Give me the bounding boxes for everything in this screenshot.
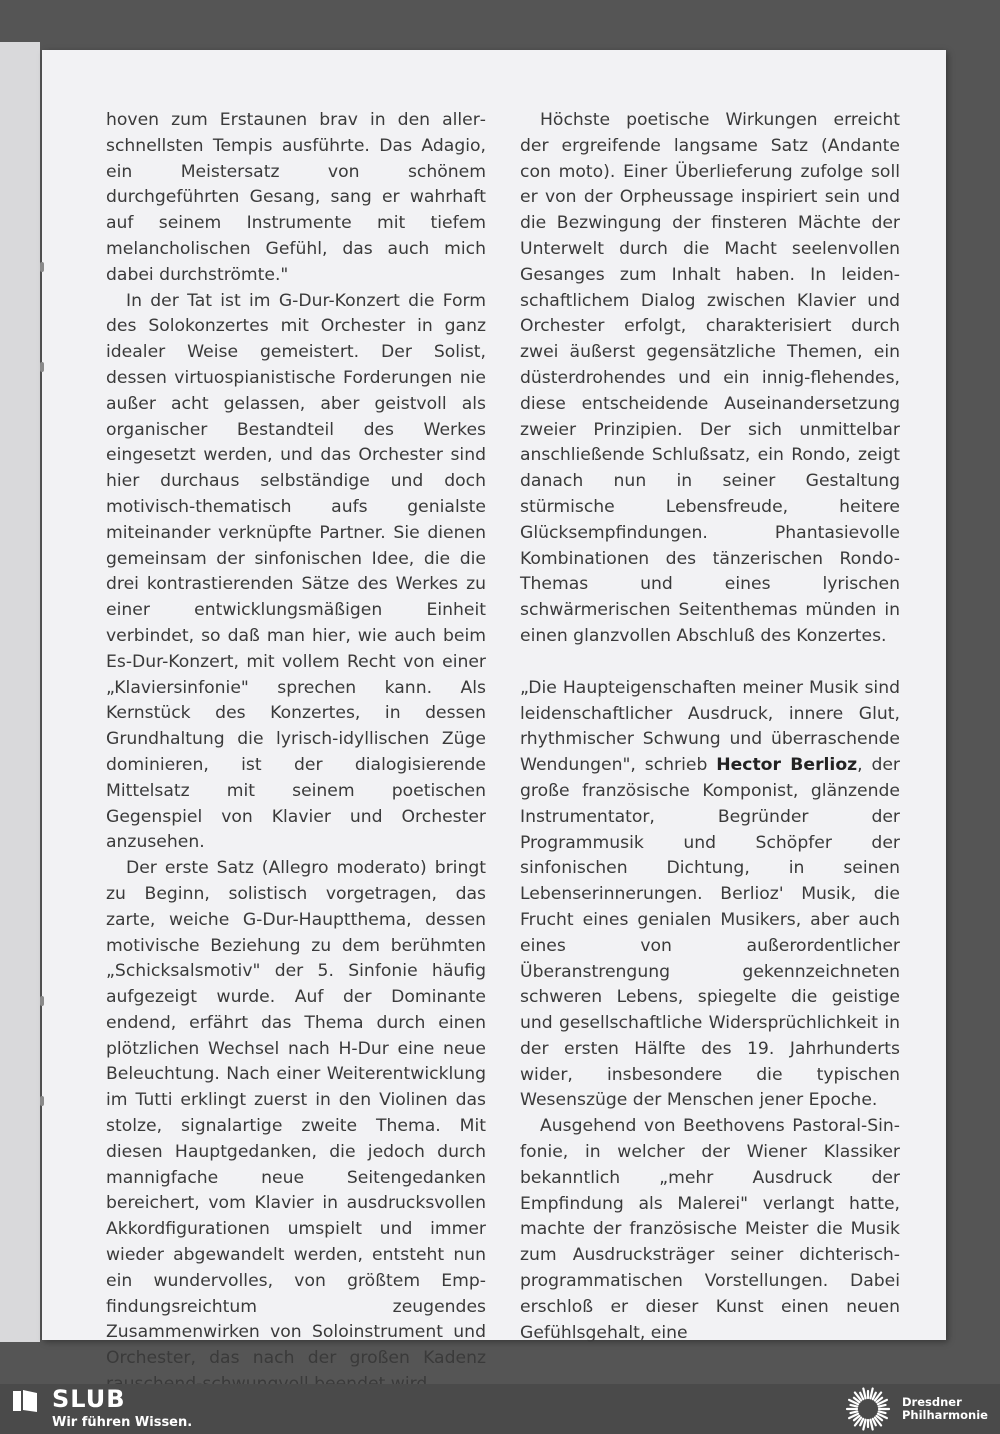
paragraph-berlioz-quote bbox=[520, 676, 900, 1115]
paragraph: Der erste Satz (Allegro moderato) bringt zu Beginn, solistisch vorgetragen, das zarte, weiche G-Dur-Hauptthema, dessen motivische Beziehung zu dem berühmten „Schicksalsmotiv" der 5. Sinfonie häufig aufgezeigt wurde. Auf der Dominante endend, erfährt das Thema durch einen plötzlichen Wechsel nach H-Dur eine neue Beleuchtung. Nach einer Weiterentwicklung im Tutti erklingt zuerst in den Violinen das stolze, signalartige zweite Thema. Mit diesen Hauptgedanken, die jedoch durch mannigfache neue Seitengedanken bereichert, vom Klavier in ausdrucksvollen Akkordfigurationen umspielt und immer wieder abgewandelt werden, entsteht nun ein wundervolles, von größtem Empfindungsreichtum zeugendes Zusammenwirken von Soloinstrument und Orchester, das nach der großen Kadenz bbox=[106, 858, 486, 1369]
paragraph: hoven zum Erstaunen brav in den allerschnellsten Tempis ausführte. Das Adagio, ein Meistersatz von schönem durchgeführten Gesang, sang er wahrhaft auf seinem Instrumente mit tiefem melancholischen Gefühl, das auch mich dabei durchströmte." bbox=[106, 110, 486, 285]
orchestra-name bbox=[902, 1396, 988, 1422]
staple-hole bbox=[40, 996, 44, 1006]
orchestra-name-line: Philharmonie bbox=[902, 1408, 988, 1422]
sunburst-ray bbox=[870, 1389, 872, 1399]
sunburst-ray bbox=[850, 1411, 857, 1413]
text-column-right bbox=[520, 108, 900, 1346]
orchestra-name-line: Dresdner bbox=[902, 1395, 962, 1409]
library-tagline: Wir führen Wissen. bbox=[52, 1415, 193, 1430]
sunburst-ray bbox=[879, 1405, 886, 1407]
paragraph: Höchste poetische Wirkungen erreicht der ergreifende langsame Satz (Andante con moto). Einer Überlieferung zufolge soll er von der Orpheussage inspiriert sein und die Bezwingung der finsteren Mächte der Unterwelt durch die Macht seelenvollen Gesanges zum Inhalt haben. In leidenschaftlichem Dialog zwischen Klavier und Orchester erfolgt, charakterisiert durch zwei äußerst gegensätzliche Themen, ein düsterdrohendes und ein innig-flehendes, diese entscheidende Auseinandersetzung zweier Prinzipien. Der sich unmittelbar anschließende Schlußsatz, ein Rondo, zeigt danach nun in seiner Gestaltung stürmische Lebensfreude, heitere Glücksempfindungen. Phantasievolle Kombinationen des tänzerischen Rondo-Themas und eines lyrischen schwärmerischen Seitenthemas münden in einen glanzvollen Abschluß des Konzertes. bbox=[520, 110, 900, 646]
sunburst-ray bbox=[863, 1420, 865, 1430]
sunburst-ray bbox=[850, 1405, 857, 1407]
slub-logo-icon bbox=[12, 1388, 40, 1414]
staple-hole bbox=[40, 1096, 44, 1106]
sunburst-ray bbox=[879, 1411, 886, 1413]
composer-name: Hector Berlioz bbox=[716, 755, 858, 776]
footer-bar bbox=[0, 1384, 1000, 1434]
paragraph: Ausgehend von Beethovens Pastoral-Sinfonie, in welcher der Wiener Klassiker bekanntlich „mehr Ausdruck der Empfindung als Malerei" verlangt hatte, machte der französische Meister die Musik zum Ausdrucksträger seiner dichterisch-programmatischen Vorstellungen. Dabei erschloß er dieser Kunst einen neuen Gefühlsgehalt, eine bbox=[520, 1116, 900, 1343]
sunburst-ray bbox=[863, 1389, 865, 1399]
text-column-left bbox=[106, 108, 486, 1398]
library-name: SLUB bbox=[52, 1385, 126, 1413]
paragraph-text: , der große französische Komponist, glänzende Instrumentator, Begründer der Programmusik und Schöpfer der sinfonischen Dichtung, in seinen Lebenserinnerungen. Berlioz' Musik, die Frucht eines genialen Musikers, aber auch eines von außerordentlicher Überanstrengung gekennzeichneten schweren Lebens, spiegelte die geistige und gesellschaftliche Widersprüchlichkeit in der ersten Hälfte des 19. Jahrhunderts wider, insbesondere die typischen Wesenszüge der Menschen jener Epoche. bbox=[520, 755, 900, 1111]
sunburst-logo-icon bbox=[842, 1386, 894, 1432]
staple-hole bbox=[40, 262, 44, 272]
paragraph: In der Tat ist im G-Dur-Konzert die Form des Solokonzertes mit Orchester in ganz idealer Weise gemeistert. Der Solist, dessen virtuospianistische Forderungen nie außer acht gelassen, aber geistvoll als organischer Bestandteil des Werkes eingesetzt werden, und das Orchester sind hier durchaus selbständige und doch motivisch-thematisch aufs genialste miteinander verknüpfte Partner. Sie dienen gemeinsam der sinfonischen Idee, die die drei kontrastierenden Sätze des Werkes zu einer entwicklungsmäßigen Einheit verbindet, so daß man hier, wie auch beim Es-Dur-Konzert, mit vollem Recht von einer „Klaviersinfonie" sprechen kann. Als Kernstück des Konzertes, in dessen Grundhaltung die lyrisch-idyllischen Züge dominieren, ist der dialogisierende Mittelsatz mit seinem poetischen Gegenspiel von Klavier und Orchester anzusehen. bbox=[106, 290, 486, 853]
sunburst-ray bbox=[870, 1420, 872, 1430]
paragraph-text: „Die Haupteigenschaften meiner Musik sind leidenschaftlicher Ausdruck, innere Glut, rhythmischer Schwung und überraschende Wendungen", schrieb bbox=[520, 677, 900, 776]
previous-page-edge bbox=[0, 42, 40, 1342]
staple-hole bbox=[40, 362, 44, 372]
